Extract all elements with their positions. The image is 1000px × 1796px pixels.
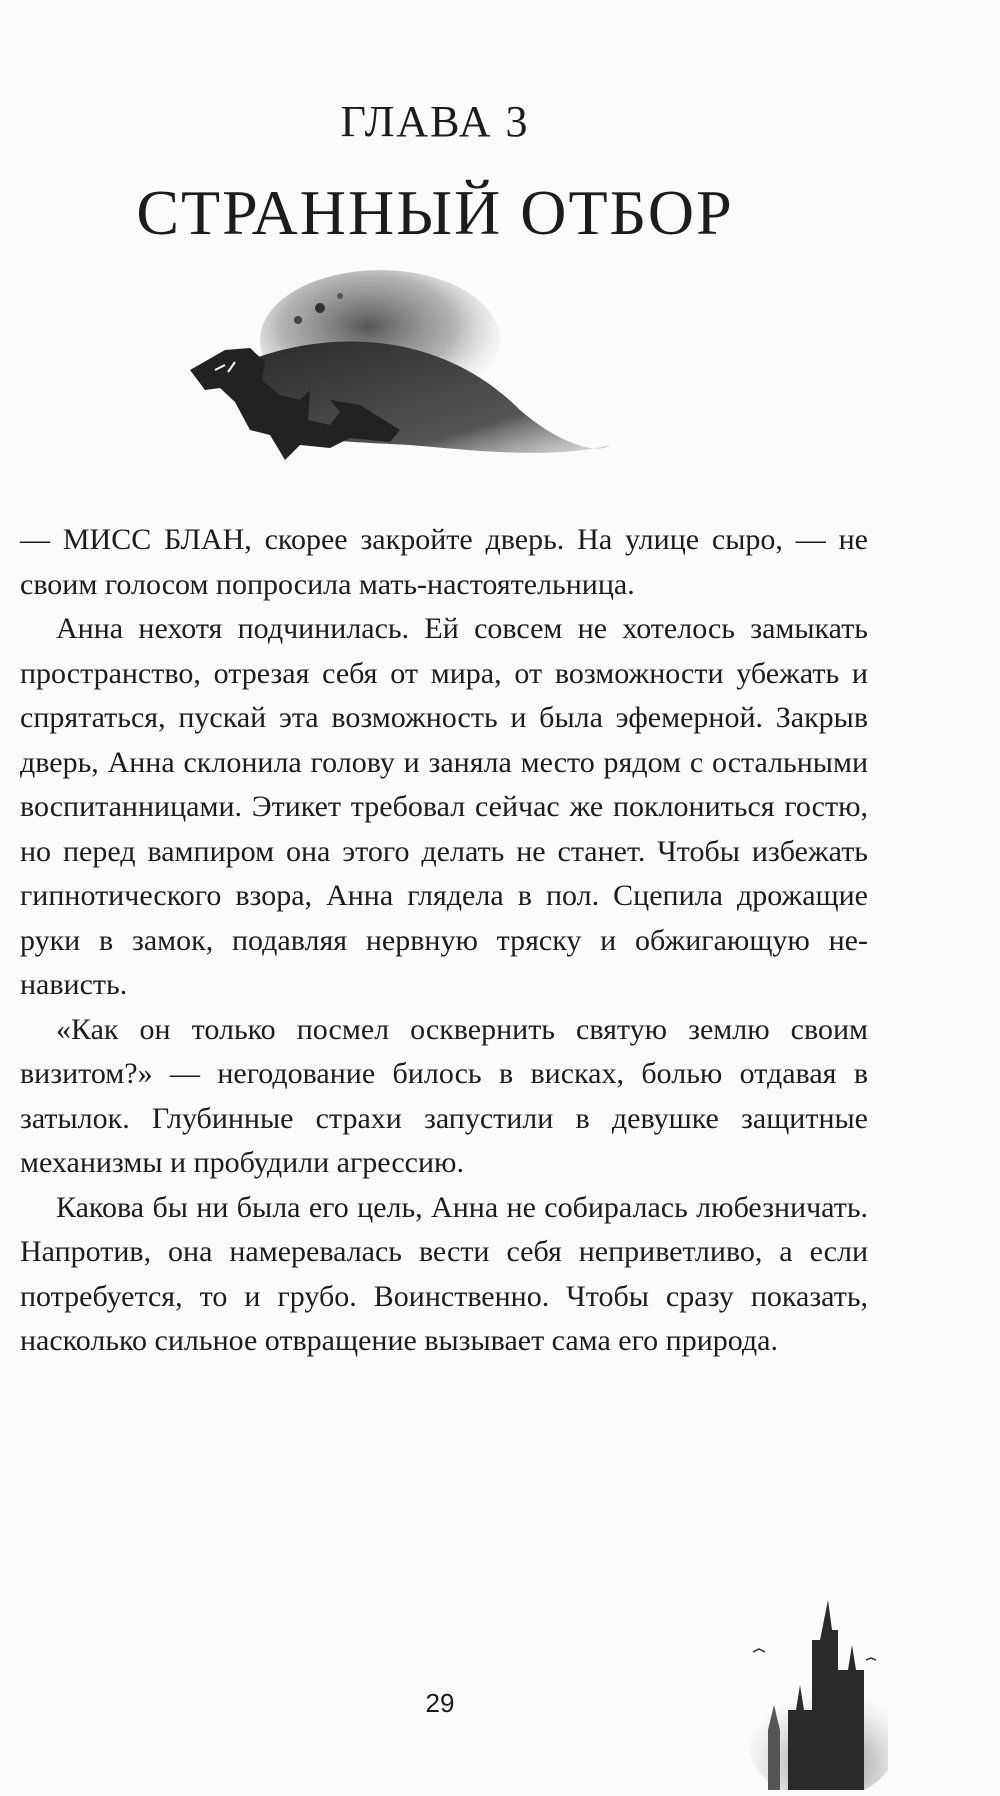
paragraph: «Как он только посмел осквернить святую землю своим визитом?» — негодование билось в висках, болью отдавая в затылок. Глубинные страхи запустили в девушке защитные механизмы и пробудили агрессию. — [20, 1012, 868, 1179]
chapter-text — [20, 518, 868, 1364]
chapter-title: СТРАННЫЙ ОТБОР — [136, 177, 734, 248]
paragraph: — МИСС БЛАН, скорее закройте дверь. На улице сыро, — не своим голосом попросила мать-настоятельница. — [20, 523, 868, 601]
chapter-number: ГЛАВА 3 — [340, 97, 530, 146]
castle-illustration — [748, 1600, 888, 1790]
paragraph: Какова бы ни была его цель, Анна не собиралась любезничать. Напротив, она намеревалась вести себя неприветливо, а если потребуется, то и грубо. Воинственно. Чтобы сразу показать, насколько сильное отвращение вызывает сама его природа. — [20, 1190, 868, 1357]
dragon-illustration — [190, 270, 620, 500]
paragraph: Анна нехотя подчинилась. Ей совсем не хотелось замыкать пространство, отрезая себя от мира, от возможности убежать и спрятаться, пускай эта возможность и была эфемерной. Закрыв дверь, Анна склонила голову и заняла место рядом с остальными воспитанницами. Этикет требовал сейчас же поклониться гостю, но перед вампиром она этого делать не станет. Чтобы избежать гипнотического взора, Анна глядела в пол. Сцепила дрожащие руки в замок, подавляя нервную тряску и обжигающую ненависть. — [20, 612, 868, 1001]
page-number: 29 — [425, 1688, 455, 1718]
